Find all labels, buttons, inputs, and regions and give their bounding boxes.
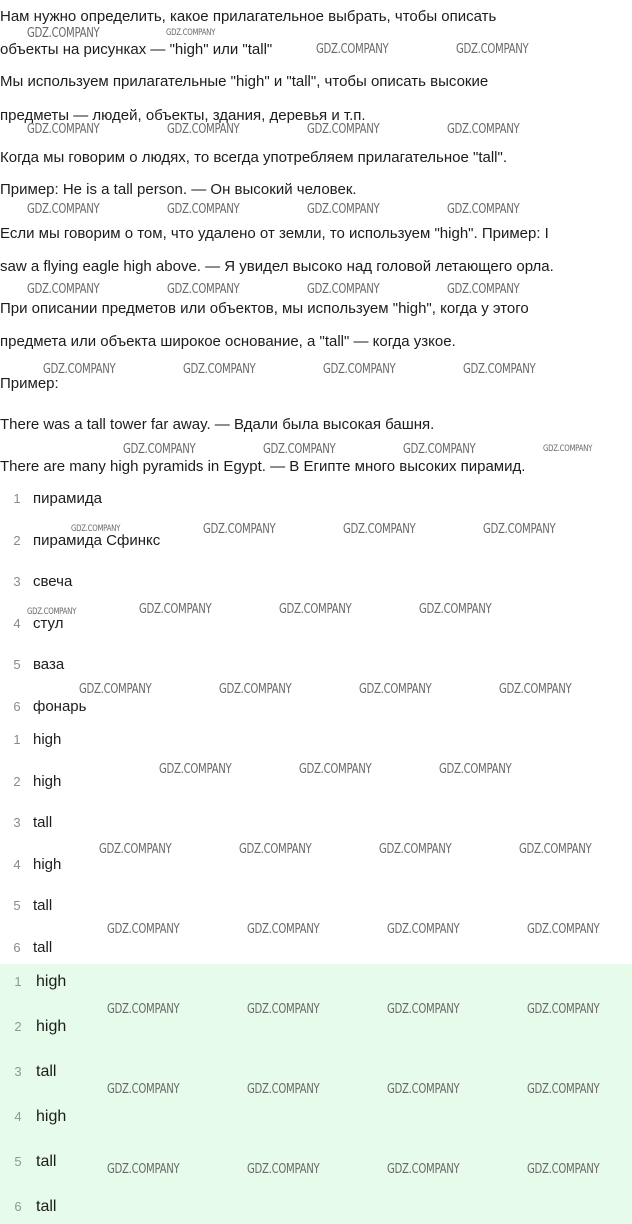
paragraph-line: При описании предметов или объектов, мы используем "high", когда у этого <box>0 300 529 317</box>
watermark: GDZ.COMPANY <box>527 922 600 937</box>
watermark: GDZ.COMPANY <box>447 282 520 297</box>
watermark: GDZ.COMPANY <box>247 1082 320 1097</box>
watermark: GDZ.COMPANY <box>307 122 380 137</box>
watermark: GDZ.COMPANY <box>499 682 572 697</box>
list-item-number: 4 <box>14 1109 22 1124</box>
watermark: GDZ.COMPANY <box>323 362 396 377</box>
list-item-number: 1 <box>13 732 21 747</box>
list-item-text: ваза <box>33 656 65 673</box>
paragraph-line: Когда мы говорим о людях, то всегда употребляем прилагательное "tall". <box>0 149 508 166</box>
watermark: GDZ.COMPANY <box>463 362 536 377</box>
watermark: GDZ.COMPANY <box>527 1082 600 1097</box>
list-item-number: 2 <box>13 533 21 548</box>
list-item-number: 3 <box>14 1064 22 1079</box>
list-item-text: high <box>36 1018 67 1035</box>
watermark: GDZ.COMPANY <box>447 122 520 137</box>
paragraph-line: Пример: He is a tall person. — Он высокий человек. <box>0 181 357 198</box>
watermark: GDZ.COMPANY <box>203 522 276 537</box>
watermark: GDZ.COMPANY <box>247 922 320 937</box>
list-item-number: 1 <box>13 491 21 506</box>
list-item-text: tall <box>36 1153 57 1170</box>
paragraph-line: предметы — людей, объекты, здания, деревья и т.п. <box>0 107 366 124</box>
list-item-number: 2 <box>13 774 21 789</box>
watermark: GDZ.COMPANY <box>239 842 312 857</box>
watermark: GDZ.COMPANY <box>387 1162 460 1177</box>
watermark: GDZ.COMPANY <box>263 442 336 457</box>
watermark: GDZ.COMPANY <box>307 282 380 297</box>
list-item-text: пирамида <box>33 490 102 507</box>
watermark: GDZ.COMPANY <box>107 1002 180 1017</box>
list-item-text: свеча <box>33 573 73 590</box>
list-item-number: 5 <box>13 898 21 913</box>
watermark: GDZ.COMPANY <box>27 26 100 41</box>
watermark: GDZ.COMPANY <box>123 442 196 457</box>
watermark: GDZ.COMPANY <box>543 444 593 454</box>
list-item-number: 6 <box>13 699 21 714</box>
list-item-text: high <box>36 1108 67 1125</box>
watermark: GDZ.COMPANY <box>167 202 240 217</box>
list-item-text: tall <box>33 939 53 956</box>
watermark: GDZ.COMPANY <box>27 122 100 137</box>
list-item-number: 3 <box>13 574 21 589</box>
list-item-text: пирамида Сфинкс <box>33 532 161 549</box>
watermark: GDZ.COMPANY <box>483 522 556 537</box>
paragraph-line: Мы используем прилагательные "high" и "tall", чтобы описать высокие <box>0 73 489 90</box>
watermark: GDZ.COMPANY <box>439 762 512 777</box>
list-item-text: high <box>33 856 62 873</box>
list-item-number: 2 <box>14 1019 22 1034</box>
watermark: GDZ.COMPANY <box>107 1082 180 1097</box>
list-item-number: 1 <box>14 974 22 989</box>
watermark: GDZ.COMPANY <box>247 1002 320 1017</box>
list-item-number: 4 <box>13 857 21 872</box>
watermark: GDZ.COMPANY <box>27 282 100 297</box>
list-item-text: стул <box>33 615 64 632</box>
list-item-number: 5 <box>13 657 21 672</box>
paragraph-line: saw a flying eagle high above. — Я увидел высоко над головой летающего орла. <box>0 258 554 275</box>
watermark: GDZ.COMPANY <box>166 28 216 38</box>
paragraph-line: Нам нужно определить, какое прилагательное выбрать, чтобы описать <box>0 8 497 25</box>
paragraph-line: объекты на рисунках — "high" или "tall" <box>0 41 273 58</box>
paragraph-line: There was a tall tower far away. — Вдали была высокая башня. <box>0 416 435 433</box>
watermark: GDZ.COMPANY <box>527 1162 600 1177</box>
watermark: GDZ.COMPANY <box>387 922 460 937</box>
watermark: GDZ.COMPANY <box>99 842 172 857</box>
watermark: GDZ.COMPANY <box>403 442 476 457</box>
watermark: GDZ.COMPANY <box>316 42 389 57</box>
watermark: GDZ.COMPANY <box>379 842 452 857</box>
list-item-text: tall <box>36 1198 57 1215</box>
watermark: GDZ.COMPANY <box>167 282 240 297</box>
watermark: GDZ.COMPANY <box>247 1162 320 1177</box>
paragraph-line: Пример: <box>0 375 59 392</box>
watermark: GDZ.COMPANY <box>387 1002 460 1017</box>
paragraph-line: Если мы говорим о том, что удалено от земли, то используем "high". Пример: I <box>0 225 549 242</box>
answer-box <box>0 964 632 1224</box>
list-item-text: tall <box>36 1063 57 1080</box>
watermark: GDZ.COMPANY <box>527 1002 600 1017</box>
list-item-text: high <box>33 731 62 748</box>
watermark: GDZ.COMPANY <box>419 602 492 617</box>
watermark: GDZ.COMPANY <box>167 122 240 137</box>
watermark: GDZ.COMPANY <box>343 522 416 537</box>
watermark: GDZ.COMPANY <box>299 762 372 777</box>
watermark: GDZ.COMPANY <box>307 202 380 217</box>
watermark: GDZ.COMPANY <box>107 922 180 937</box>
watermark: GDZ.COMPANY <box>519 842 592 857</box>
watermark: GDZ.COMPANY <box>27 607 77 617</box>
watermark: GDZ.COMPANY <box>456 42 529 57</box>
watermark: GDZ.COMPANY <box>107 1162 180 1177</box>
watermark: GDZ.COMPANY <box>79 682 152 697</box>
watermark: GDZ.COMPANY <box>71 524 121 534</box>
watermark: GDZ.COMPANY <box>447 202 520 217</box>
watermark: GDZ.COMPANY <box>279 602 352 617</box>
watermark: GDZ.COMPANY <box>27 202 100 217</box>
list-item-text: high <box>33 773 62 790</box>
watermark: GDZ.COMPANY <box>183 362 256 377</box>
list-item-number: 3 <box>13 815 21 830</box>
list-item-text: tall <box>33 897 53 914</box>
list-item-number: 6 <box>14 1199 22 1214</box>
list-item-text: фонарь <box>33 698 87 715</box>
list-item-number: 4 <box>13 616 21 631</box>
watermark: GDZ.COMPANY <box>159 762 232 777</box>
list-item-text: tall <box>33 814 53 831</box>
watermark: GDZ.COMPANY <box>139 602 212 617</box>
paragraph-line: There are many high pyramids in Egypt. — В Египте много высоких пирамид. <box>0 458 526 475</box>
watermark: GDZ.COMPANY <box>219 682 292 697</box>
watermark: GDZ.COMPANY <box>43 362 116 377</box>
paragraph-line: предмета или объекта широкое основание, а "tall" — когда узкое. <box>0 333 456 350</box>
watermark: GDZ.COMPANY <box>359 682 432 697</box>
list-item-number: 5 <box>14 1154 22 1169</box>
list-item-number: 6 <box>13 940 21 955</box>
list-item-text: high <box>36 973 67 990</box>
watermark: GDZ.COMPANY <box>387 1082 460 1097</box>
